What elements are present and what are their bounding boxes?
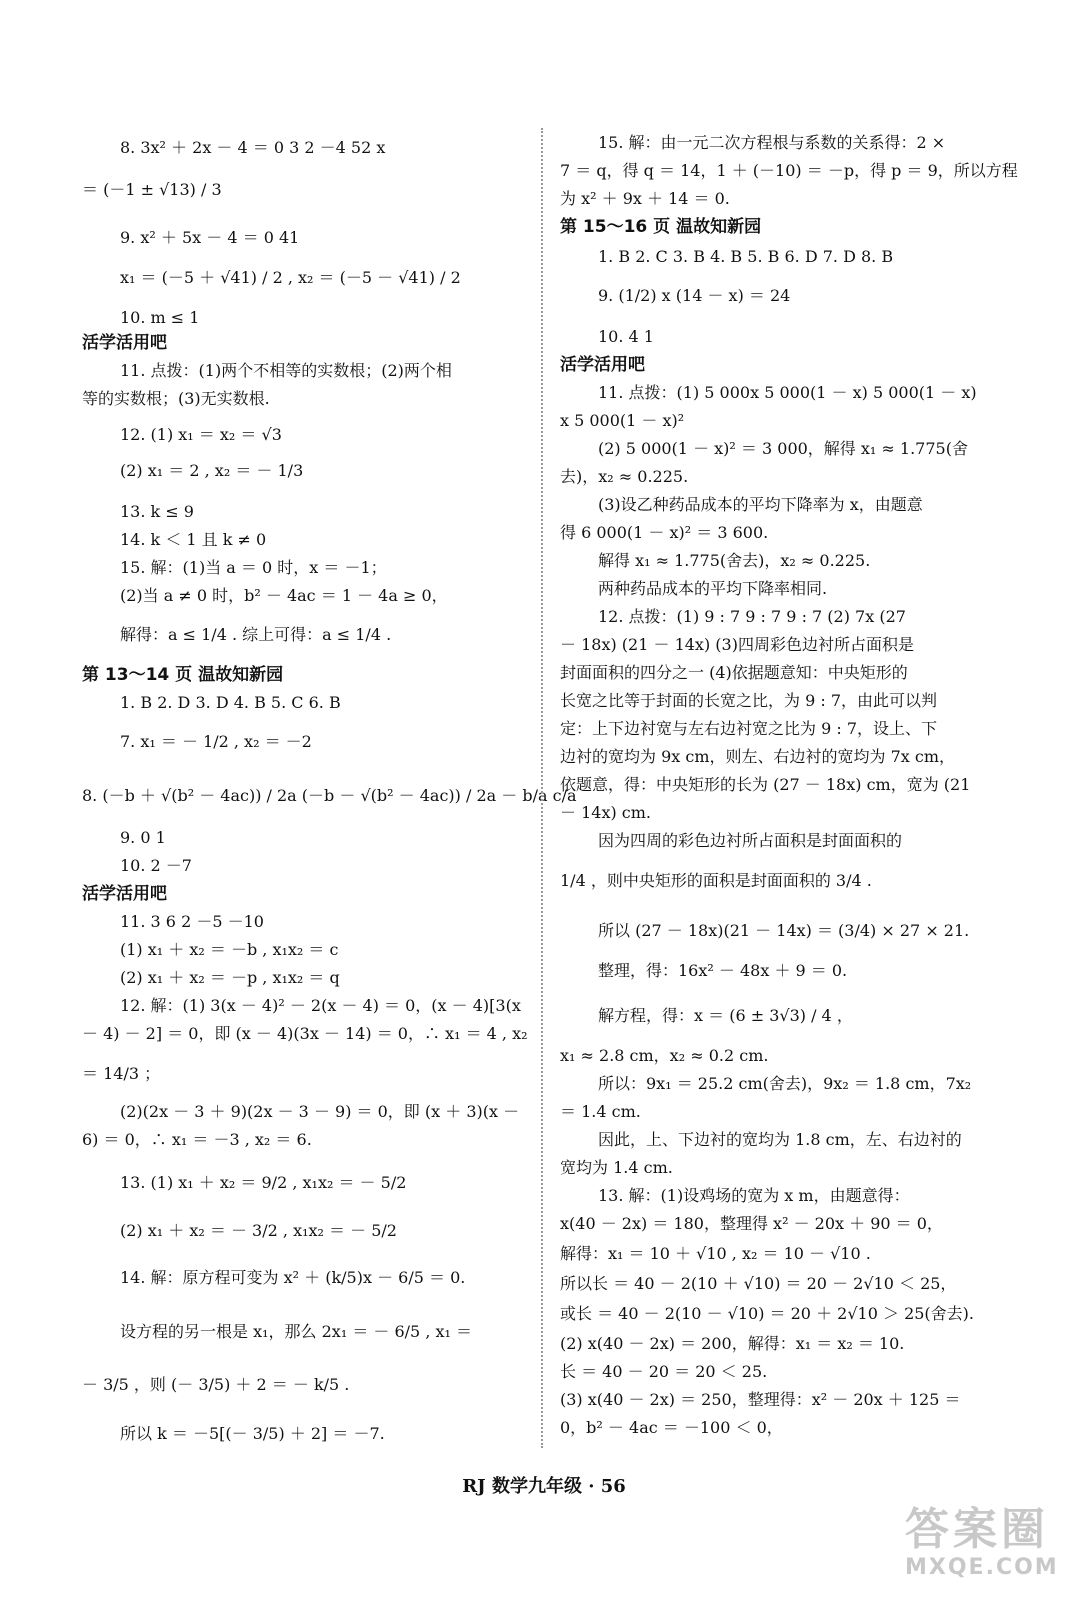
- answer-line: 14. k ＜ 1 且 k ≠ 0: [120, 530, 267, 549]
- answer-line: 11. 点拨：(1) 5 000x 5 000(1 － x) 5 000(1 － x): [598, 383, 977, 402]
- answer-line: 13. (1) x₁ ＋ x₂ ＝ 9/2 , x₁x₂ ＝ － 5/2: [120, 1173, 407, 1192]
- answer-line: 10. m ≤ 1: [120, 308, 200, 327]
- answer-line: 15. 解：由一元二次方程根与系数的关系得：2 ×: [598, 133, 946, 152]
- answer-line: 所以：9x₁ ＝ 25.2 cm(舍去)，9x₂ ＝ 1.8 cm，7x₂: [598, 1074, 972, 1093]
- answer-line: 8. 3x² ＋ 2x － 4 ＝ 0 3 2 －4 52 x: [120, 138, 386, 157]
- section-heading: 第 15～16 页 温故知新园: [560, 217, 762, 237]
- answer-line: － 14x) cm.: [560, 803, 652, 822]
- answer-line: 10. 4 1: [598, 327, 654, 346]
- answer-line: 12. 点拨：(1) 9 : 7 9 : 7 9 : 7 (2) 7x (27: [598, 607, 906, 626]
- answer-line: (2) x₁ ＋ x₂ ＝ －p , x₁x₂ ＝ q: [120, 968, 340, 987]
- answer-line: 9. x² ＋ 5x － 4 ＝ 0 41: [120, 228, 300, 247]
- answer-line: 封面面积的四分之一 (4)依据题意知：中央矩形的: [560, 663, 908, 682]
- answer-line: 等的实数根；(3)无实数根.: [82, 389, 270, 408]
- answer-line: 1. B 2. C 3. B 4. B 5. B 6. D 7. D 8. B: [598, 247, 894, 266]
- section-heading: 活学活用吧: [82, 884, 167, 904]
- answer-line: 所以 k ＝ －5[(－ 3/5) ＋ 2] ＝ －7.: [120, 1424, 385, 1443]
- answer-line: 设方程的另一根是 x₁，那么 2x₁ ＝ － 6/5 , x₁ ＝: [120, 1322, 473, 1341]
- answer-line: ＝ 1.4 cm.: [560, 1102, 641, 1121]
- answer-line: － 3/5 ，则 (－ 3/5) ＋ 2 ＝ － k/5 .: [82, 1375, 350, 1394]
- answer-line: x₁ ＝ (－5 ＋ √41) / 2 , x₂ ＝ (－5 － √41) / 2: [120, 268, 461, 287]
- answer-line: 解得：x₁ ＝ 10 ＋ √10 , x₂ ＝ 10 － √10 .: [560, 1244, 871, 1263]
- answer-line: 11. 3 6 2 －5 －10: [120, 912, 264, 931]
- answer-line: 长宽之比等于封面的长宽之比，为 9 : 7，由此可以判: [560, 691, 938, 710]
- answer-line: 9. 0 1: [120, 828, 166, 847]
- answer-line: 10. 2 －7: [120, 856, 192, 875]
- answer-line: 两种药品成本的平均下降率相同.: [598, 579, 828, 598]
- answer-line: (1) x₁ ＋ x₂ ＝ －b , x₁x₂ ＝ c: [120, 940, 339, 959]
- page-footer: RJ 数学九年级 · 56: [462, 1476, 626, 1497]
- answer-line: 去)，x₂ ≈ 0.225.: [560, 467, 689, 486]
- answer-line: 长 ＝ 40 － 20 ＝ 20 ＜ 25.: [560, 1362, 768, 1381]
- answer-line: 13. k ≤ 9: [120, 502, 194, 521]
- answer-line: 6) ＝ 0，∴ x₁ ＝ －3 , x₂ ＝ 6.: [82, 1130, 312, 1149]
- watermark-logo: [905, 1505, 1075, 1593]
- answer-line: (2) x(40 － 2x) ＝ 200，解得：x₁ ＝ x₂ ＝ 10.: [560, 1334, 905, 1353]
- answer-line: 或长 ＝ 40 － 2(10 － √10) ＝ 20 ＋ 2√10 ＞ 25(舍去).: [560, 1304, 974, 1323]
- answer-line: － 4) － 2] ＝ 0，即 (x － 4)(3x － 14) ＝ 0，∴ x₁ ＝ 4 , x₂: [82, 1024, 528, 1043]
- answer-line: 7 ＝ q，得 q ＝ 14，1 ＋ (－10) ＝ －p，得 p ＝ 9，所以方程: [560, 161, 1018, 180]
- answer-line: 定：上下边衬宽与左右边衬宽之比为 9 : 7，设上、下: [560, 719, 938, 738]
- answer-line: 依题意，得：中央矩形的长为 (27 － 18x) cm，宽为 (21: [560, 775, 971, 794]
- answer-line: x(40 － 2x) ＝ 180，整理得 x² － 20x ＋ 90 ＝ 0，: [560, 1214, 943, 1233]
- answer-line: 9. (1/2) x (14 － x) ＝ 24: [598, 286, 791, 305]
- watermark-url: MXQE.COM: [905, 1555, 1059, 1580]
- answer-line: x₁ ≈ 2.8 cm，x₂ ≈ 0.2 cm.: [560, 1046, 769, 1065]
- answer-line: 14. 解：原方程可变为 x² ＋ (k/5)x － 6/5 ＝ 0.: [120, 1268, 466, 1287]
- answer-line: 15. 解：(1)当 a ＝ 0 时，x ＝ －1；: [120, 558, 387, 577]
- answer-line: 13. 解：(1)设鸡场的宽为 x m，由题意得：: [598, 1186, 910, 1205]
- answer-line: 所以长 ＝ 40 － 2(10 ＋ √10) ＝ 20 － 2√10 ＜ 25，: [560, 1274, 957, 1293]
- answer-line: 因此，上、下边衬的宽均为 1.8 cm，左、右边衬的: [598, 1130, 962, 1149]
- answer-line: ＝ 14/3 ；: [82, 1064, 161, 1083]
- answer-line: x 5 000(1 － x)²: [560, 411, 685, 430]
- answer-line: ＝ (－1 ± √13) / 3: [82, 180, 222, 199]
- answer-line: 因为四周的彩色边衬所占面积是封面面积的: [598, 831, 903, 850]
- answer-line: 边衬的宽均为 9x cm，则左、右边衬的宽均为 7x cm，: [560, 747, 956, 766]
- answer-line: (3) x(40 － 2x) ＝ 250，整理得：x² － 20x ＋ 125 ＝: [560, 1390, 961, 1409]
- answer-line: 12. (1) x₁ ＝ x₂ ＝ √3: [120, 425, 282, 444]
- answer-line: (2)当 a ≠ 0 时，b² － 4ac ＝ 1 － 4a ≥ 0，: [120, 586, 448, 605]
- section-heading: 活学活用吧: [560, 355, 645, 375]
- answer-line: 12. 解：(1) 3(x － 4)² － 2(x － 4) ＝ 0，(x － 4)[3(x: [120, 996, 521, 1015]
- answer-line: 8. (－b ＋ √(b² － 4ac)) / 2a (－b － √(b² － 4ac)) / 2a － b/a c/a: [82, 786, 577, 805]
- answer-line: 1. B 2. D 3. D 4. B 5. C 6. B: [120, 693, 341, 712]
- answer-line: 所以 (27 － 18x)(21 － 14x) ＝ (3/4) × 27 × 21.: [598, 921, 970, 940]
- answer-line: 11. 点拨：(1)两个不相等的实数根；(2)两个相: [120, 361, 452, 380]
- column-divider: [541, 128, 543, 1448]
- answer-line: 解方程，得：x ＝ (6 ± 3√3) / 4 ，: [598, 1006, 853, 1025]
- answer-line: 1/4 ，则中央矩形的面积是封面面积的 3/4 .: [560, 871, 872, 890]
- answer-line: 解得 x₁ ≈ 1.775(舍去)，x₂ ≈ 0.225.: [598, 551, 871, 570]
- answer-line: 为 x² ＋ 9x ＋ 14 ＝ 0.: [560, 189, 730, 208]
- answer-line: (2) x₁ ＋ x₂ ＝ － 3/2 , x₁x₂ ＝ － 5/2: [120, 1221, 397, 1240]
- answer-line: 宽均为 1.4 cm.: [560, 1158, 673, 1177]
- answer-line: (3)设乙种药品成本的平均下降率为 x，由题意: [598, 495, 923, 514]
- watermark-text: 答案圈: [905, 1504, 1049, 1555]
- section-heading: 活学活用吧: [82, 333, 167, 353]
- answer-line: 解得：a ≤ 1/4 . 综上可得：a ≤ 1/4 .: [120, 625, 392, 644]
- answer-line: 7. x₁ ＝ － 1/2 , x₂ ＝ －2: [120, 732, 312, 751]
- answer-line: 整理，得：16x² － 48x ＋ 9 ＝ 0.: [598, 961, 848, 980]
- answer-line: (2) x₁ ＝ 2 , x₂ ＝ － 1/3: [120, 461, 304, 480]
- answer-line: － 18x) (21 － 14x) (3)四周彩色边衬所占面积是: [560, 635, 914, 654]
- answer-line: (2)(2x － 3 ＋ 9)(2x － 3 － 9) ＝ 0，即 (x ＋ 3)(x －: [120, 1102, 520, 1121]
- section-heading: 第 13～14 页 温故知新园: [82, 665, 284, 685]
- answer-line: 得 6 000(1 － x)² ＝ 3 600.: [560, 523, 769, 542]
- answer-line: 0，b² － 4ac ＝ －100 ＜ 0，: [560, 1418, 783, 1437]
- answer-line: (2) 5 000(1 － x)² ＝ 3 000，解得 x₁ ≈ 1.775(舍: [598, 439, 968, 458]
